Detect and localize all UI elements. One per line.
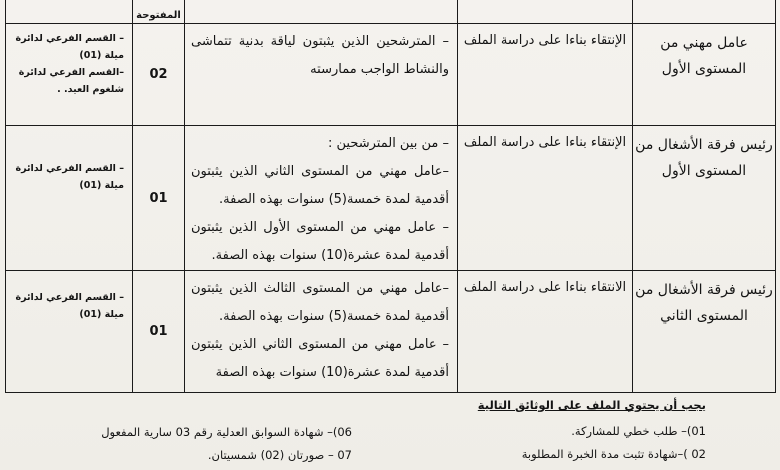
conditions-cell (185, 24, 458, 126)
header-cell-open-posts: المفتوحة (133, 0, 185, 24)
table-header-row (6, 0, 776, 24)
table-row (6, 24, 776, 126)
places-cell (6, 271, 133, 393)
conditions-cell (185, 271, 458, 393)
condition-line: – من بين المترشحين : (328, 136, 449, 151)
condition-line: –عامل مهني من المستوى الثاني الذين يثبتون أقدمية لمدة خمسة(5) سنوات بهذه الصفة. (191, 164, 449, 207)
place-line: –القسم الفرعي لدائرة شلغوم العيد. . (18, 67, 124, 95)
requirements-title: يجب أن يحتوي الملف على الوثائق التالية (477, 398, 706, 412)
table-row (6, 271, 776, 393)
places-cell (6, 24, 133, 126)
recruitment-table (5, 0, 776, 393)
method-cell: الإنتقاء بناءا على دراسة الملف (458, 126, 633, 271)
header-cell-post (633, 0, 776, 24)
table-row (6, 126, 776, 271)
requirement-item: 06)– شهادة السوابق العدلية رقم 03 سارية المفعول (101, 425, 352, 439)
header-cell-conditions (185, 0, 458, 24)
conditions-cell (185, 126, 458, 271)
method-cell: الانتقاء بناءا على دراسة الملف (458, 271, 633, 393)
post-cell: رئيس فرقة الأشغال من المستوى الأول (633, 126, 776, 271)
header-cell-place (6, 0, 133, 24)
count-cell: 01 (133, 126, 185, 271)
place-line: – القسم الفرعي لدائرة ميلة (01) (15, 163, 124, 191)
condition-line: –عامل مهني من المستوى الثالث الذين يثبتون أقدمية لمدة خمسة(5) سنوات بهذه الصفة. (191, 281, 449, 324)
place-line: – القسم الفرعي لدائرة ميلة (01) (15, 292, 124, 320)
requirement-item: 02 )–شهادة تثبت مدة الخبرة المطلوبة (521, 447, 706, 461)
count-cell: 02 (133, 24, 185, 126)
header-cell-method (458, 0, 633, 24)
places-cell (6, 126, 133, 271)
condition-line: – المترشحين الذين يثبتون لياقة بدنية تتماشى والنشاط الواجب ممارسته (191, 34, 449, 77)
condition-line: – عامل مهني من المستوى الثاني الذين يثبتون أقدمية لمدة عشرة(10) سنوات بهذه الصفة (191, 337, 449, 380)
requirement-item: 07 – صورتان (02) شمسيتان. (207, 448, 352, 462)
count-cell: 01 (133, 271, 185, 393)
method-cell: الإنتقاء بناءا على دراسة الملف (458, 24, 633, 126)
condition-line: – عامل مهني من المستوى الأول الذين يثبتون أقدمية لمدة عشرة(10) سنوات بهذه الصفة. (191, 220, 449, 263)
post-cell: عامل مهني من المستوى الأول (633, 24, 776, 126)
post-cell: رئيس فرقة الأشغال من المستوى الثاني (633, 271, 776, 393)
place-line: – القسم الفرعي لدائرة ميلة (01) (15, 33, 124, 61)
requirement-item: 01)– طلب خطي للمشاركة. (571, 424, 706, 438)
